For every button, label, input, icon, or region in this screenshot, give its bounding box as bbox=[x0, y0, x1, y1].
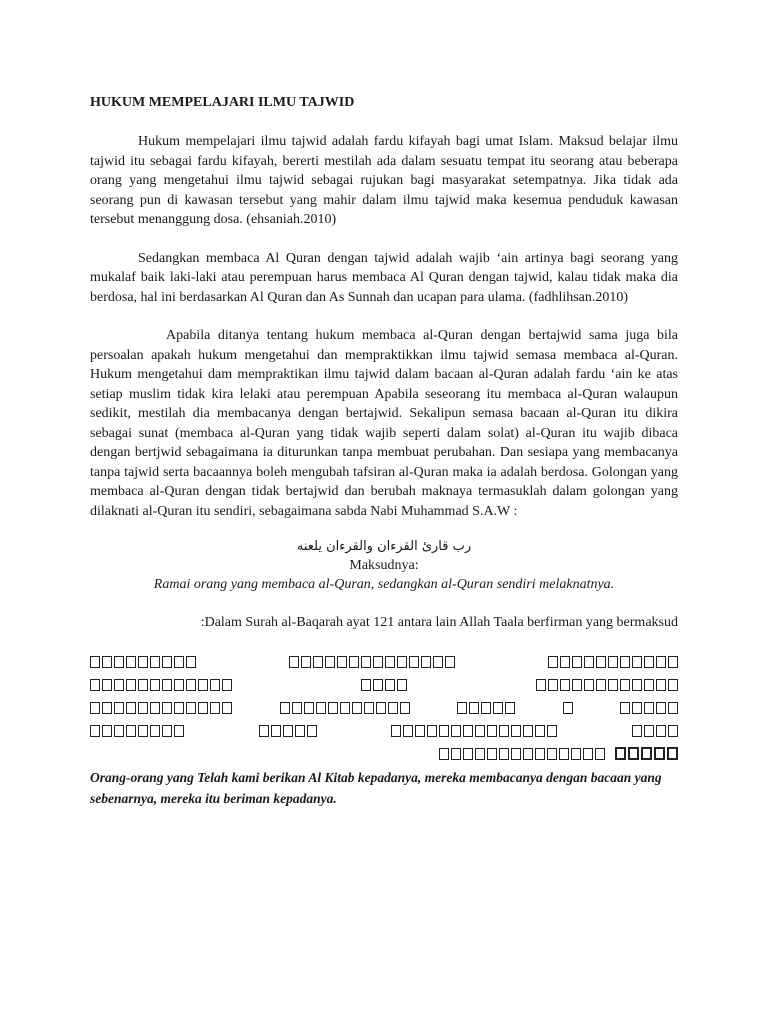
missing-glyph-box bbox=[463, 725, 473, 737]
missing-glyph-box bbox=[547, 748, 557, 760]
missing-glyph-box bbox=[668, 702, 678, 714]
missing-glyph-box bbox=[313, 656, 323, 668]
missing-glyph-box bbox=[373, 656, 383, 668]
missing-glyph-box bbox=[397, 656, 407, 668]
glyph-word bbox=[259, 725, 317, 737]
missing-glyph-box bbox=[138, 679, 148, 691]
missing-glyph-box bbox=[656, 725, 666, 737]
missing-glyph-box bbox=[340, 702, 350, 714]
missing-glyph-box bbox=[364, 702, 374, 714]
missing-glyph-box bbox=[559, 748, 569, 760]
verse-line-3 bbox=[90, 696, 678, 719]
missing-glyph-box bbox=[505, 702, 515, 714]
missing-glyph-box bbox=[563, 702, 573, 714]
missing-glyph-box bbox=[210, 679, 220, 691]
missing-glyph-box bbox=[596, 679, 606, 691]
missing-glyph-box bbox=[511, 725, 521, 737]
missing-glyph-box bbox=[560, 656, 570, 668]
glyph-word bbox=[90, 725, 184, 737]
missing-glyph-box bbox=[493, 702, 503, 714]
missing-glyph-box bbox=[644, 656, 654, 668]
missing-glyph-box bbox=[641, 747, 652, 760]
missing-glyph-box bbox=[361, 679, 371, 691]
surah-intro: :Dalam Surah al-Baqarah ayat 121 antara lain Allah Taala berfirman yang bermaksud bbox=[200, 615, 678, 630]
missing-glyph-box bbox=[547, 725, 557, 737]
missing-glyph-box bbox=[536, 679, 546, 691]
missing-glyph-box bbox=[198, 679, 208, 691]
glyph-word bbox=[90, 679, 232, 691]
missing-glyph-box bbox=[304, 702, 314, 714]
missing-glyph-box bbox=[283, 725, 293, 737]
missing-glyph-box bbox=[210, 702, 220, 714]
missing-glyph-box bbox=[632, 702, 642, 714]
missing-glyph-box bbox=[186, 679, 196, 691]
missing-glyph-box bbox=[632, 725, 642, 737]
glyph-word bbox=[439, 748, 605, 760]
glyph-word bbox=[391, 725, 557, 737]
glyph-word bbox=[280, 702, 410, 714]
document-body bbox=[90, 94, 678, 809]
missing-glyph-box bbox=[656, 656, 666, 668]
missing-glyph-box bbox=[608, 656, 618, 668]
missing-glyph-box bbox=[451, 748, 461, 760]
missing-glyph-box bbox=[628, 747, 639, 760]
missing-glyph-box bbox=[385, 656, 395, 668]
missing-glyph-box bbox=[114, 702, 124, 714]
missing-glyph-box bbox=[295, 725, 305, 737]
maksud-translation: Ramai orang yang membaca al-Quran, sedangkan al-Quran sendiri melaknatnya. bbox=[153, 577, 615, 592]
missing-glyph-box bbox=[409, 656, 419, 668]
missing-glyph-box bbox=[595, 748, 605, 760]
missing-glyph-box bbox=[571, 748, 581, 760]
missing-glyph-box bbox=[222, 702, 232, 714]
missing-glyph-box bbox=[481, 702, 491, 714]
missing-glyph-box bbox=[150, 679, 160, 691]
missing-glyph-box bbox=[361, 656, 371, 668]
paragraph-2: Sedangkan membaca Al Quran dengan tajwid adalah wajib ‘ain artinya bagi seorang yang mukalaf baik laki-laki atau perempuan harus membaca Al Quran dengan tajwid, kalau tidak maka dia berdosa, hal ini berdasarkan Al Quran dan As Sunnah dan ucapan para ulama. (fadhlihsan.2010) bbox=[90, 250, 678, 305]
verse-line-5 bbox=[90, 742, 678, 765]
missing-glyph-box bbox=[457, 702, 467, 714]
missing-glyph-box bbox=[632, 679, 642, 691]
missing-glyph-box bbox=[403, 725, 413, 737]
paragraph-3: Apabila ditanya tentang hukum membaca al-Quran dengan bertajwid sama juga bila persoalan apakah hukum mengetahui dan mempraktikkan ilmu tajwid semasa membaca al-Quran. Hukum mengetahui dam mempraktikan ilmu tajwid dalam bacaan al-Quran adalah fardu ‘ain ke atas setiap muslim tidak kira lelaki atau perempuan Apabila seseorang itu membaca al-Quran walaupun sedikit, mestilah dia membacanya dengan bertajwid. Sekalipun semasa bacaan al-Quran itu dikira sebagai sunat (membaca al-Quran yang tidak wajib seperti dalam solat) al-Quran itu wajib dibaca dengan bertjwid sebagaimana ia diturunkan tanpa membuat perubahan. Dan sesiapa yang membacanya tanpa tajwid serta bacaannya boleh mengubah tafsiran al-Quran maka ia adalah berdosa. Golongan yang membaca al-Quran dengan tidak bertajwid dan berubah maknaya termasuklah dalam golongan yang dilaknati al-Quran itu sendiri, sebagaimana sabda Nabi Muhammad S.A.W : bbox=[90, 328, 678, 519]
paragraph-1: Hukum mempelajari ilmu tajwid adalah fardu kifayah bagi umat Islam. Maksud belajar ilmu tajwid itu sebagai fardu kifayah, bererti mestilah ada dalam sesuatu tempat itu seorang atau beberapa orang yang mengetahui ilmu tajwid sebagai rujukan bagi masyarakat setempatnya. Jika tidak ada seorang pun di kawasan tersebut yang mahir dalam ilmu tajwid maka kesemua penduduk kawasan tersebut menanggung dosa. (ehsaniah.2010) bbox=[90, 134, 678, 227]
missing-glyph-box bbox=[548, 656, 558, 668]
missing-glyph-box bbox=[469, 702, 479, 714]
missing-glyph-box bbox=[584, 656, 594, 668]
missing-glyph-box bbox=[162, 702, 172, 714]
verse-line-4 bbox=[90, 719, 678, 742]
missing-glyph-box bbox=[620, 656, 630, 668]
missing-glyph-box bbox=[397, 679, 407, 691]
missing-glyph-box bbox=[656, 702, 666, 714]
verse-line-1 bbox=[90, 650, 678, 673]
missing-glyph-box bbox=[415, 725, 425, 737]
missing-glyph-box bbox=[186, 656, 196, 668]
missing-glyph-box bbox=[292, 702, 302, 714]
missing-glyph-box bbox=[90, 702, 100, 714]
missing-glyph-box bbox=[337, 656, 347, 668]
missing-glyph-box bbox=[656, 679, 666, 691]
missing-glyph-box bbox=[174, 656, 184, 668]
missing-glyph-box bbox=[535, 748, 545, 760]
missing-glyph-box bbox=[487, 725, 497, 737]
glyph-word bbox=[563, 702, 573, 714]
missing-glyph-box bbox=[632, 656, 642, 668]
missing-glyph-box bbox=[445, 656, 455, 668]
missing-glyph-box bbox=[439, 748, 449, 760]
missing-glyph-box bbox=[198, 702, 208, 714]
glyph-word bbox=[548, 656, 678, 668]
missing-glyph-box bbox=[162, 656, 172, 668]
missing-glyph-box bbox=[352, 702, 362, 714]
missing-glyph-box bbox=[90, 725, 100, 737]
missing-glyph-box bbox=[349, 656, 359, 668]
missing-glyph-box bbox=[654, 747, 665, 760]
missing-glyph-box bbox=[162, 725, 172, 737]
missing-glyph-box bbox=[584, 679, 594, 691]
missing-glyph-box bbox=[427, 725, 437, 737]
missing-glyph-box bbox=[475, 748, 485, 760]
missing-glyph-box bbox=[126, 725, 136, 737]
missing-glyph-box bbox=[391, 725, 401, 737]
missing-glyph-box bbox=[596, 656, 606, 668]
glyph-word bbox=[632, 725, 678, 737]
missing-glyph-box bbox=[400, 702, 410, 714]
missing-glyph-box bbox=[499, 725, 509, 737]
missing-glyph-box bbox=[511, 748, 521, 760]
missing-glyph-box bbox=[90, 656, 100, 668]
missing-glyph-box bbox=[307, 725, 317, 737]
missing-glyph-box bbox=[388, 702, 398, 714]
missing-glyph-box bbox=[535, 725, 545, 737]
missing-glyph-box bbox=[608, 679, 618, 691]
missing-glyph-box bbox=[668, 656, 678, 668]
missing-glyph-box bbox=[668, 679, 678, 691]
missing-glyph-box bbox=[102, 656, 112, 668]
missing-glyph-box bbox=[560, 679, 570, 691]
missing-glyph-box bbox=[644, 725, 654, 737]
glyph-word-bold bbox=[615, 747, 678, 760]
glyph-word bbox=[90, 656, 196, 668]
missing-glyph-box bbox=[487, 748, 497, 760]
missing-glyph-box bbox=[548, 679, 558, 691]
missing-glyph-box bbox=[523, 725, 533, 737]
missing-glyph-box bbox=[102, 725, 112, 737]
missing-glyph-box bbox=[271, 725, 281, 737]
missing-glyph-box bbox=[620, 679, 630, 691]
missing-glyph-box bbox=[150, 725, 160, 737]
verse-translation: Orang-orang yang Telah kami berikan Al Kitab kepadanya, mereka membacanya dengan bacaan yang sebenarnya, mereka itu beriman kepadanya. bbox=[90, 770, 662, 806]
missing-glyph-box bbox=[114, 656, 124, 668]
missing-glyph-box bbox=[620, 702, 630, 714]
missing-glyph-box bbox=[186, 702, 196, 714]
missing-glyph-box bbox=[138, 702, 148, 714]
missing-glyph-box bbox=[150, 702, 160, 714]
missing-glyph-box bbox=[280, 702, 290, 714]
missing-glyph-box bbox=[421, 656, 431, 668]
missing-glyph-box bbox=[615, 747, 626, 760]
missing-glyph-box bbox=[174, 725, 184, 737]
missing-glyph-box bbox=[301, 656, 311, 668]
missing-glyph-box bbox=[499, 748, 509, 760]
missing-glyph-box bbox=[138, 656, 148, 668]
missing-glyph-box bbox=[114, 725, 124, 737]
missing-glyph-box bbox=[174, 702, 184, 714]
glyph-word bbox=[457, 702, 515, 714]
missing-glyph-box bbox=[126, 656, 136, 668]
missing-glyph-box bbox=[583, 748, 593, 760]
missing-glyph-box bbox=[667, 747, 678, 760]
glyph-word bbox=[361, 679, 407, 691]
missing-glyph-box bbox=[114, 679, 124, 691]
missing-glyph-box bbox=[644, 679, 654, 691]
missing-glyph-box bbox=[325, 656, 335, 668]
missing-glyph-box bbox=[572, 656, 582, 668]
missing-glyph-box bbox=[433, 656, 443, 668]
missing-glyph-box bbox=[174, 679, 184, 691]
missing-glyph-verse bbox=[90, 650, 678, 765]
missing-glyph-box bbox=[463, 748, 473, 760]
glyph-word bbox=[289, 656, 455, 668]
missing-glyph-box bbox=[316, 702, 326, 714]
missing-glyph-box bbox=[259, 725, 269, 737]
missing-glyph-box bbox=[289, 656, 299, 668]
missing-glyph-box bbox=[376, 702, 386, 714]
missing-glyph-box bbox=[222, 679, 232, 691]
glyph-word bbox=[620, 702, 678, 714]
missing-glyph-box bbox=[644, 702, 654, 714]
missing-glyph-box bbox=[439, 725, 449, 737]
missing-glyph-box bbox=[668, 725, 678, 737]
missing-glyph-box bbox=[138, 725, 148, 737]
missing-glyph-box bbox=[572, 679, 582, 691]
missing-glyph-box bbox=[523, 748, 533, 760]
missing-glyph-box bbox=[126, 702, 136, 714]
missing-glyph-box bbox=[102, 702, 112, 714]
glyph-word bbox=[90, 702, 232, 714]
missing-glyph-box bbox=[90, 679, 100, 691]
missing-glyph-box bbox=[475, 725, 485, 737]
document-title: HUKUM MEMPELAJARI ILMU TAJWID bbox=[90, 95, 355, 110]
maksud-label: Maksudnya: bbox=[349, 558, 419, 573]
missing-glyph-box bbox=[451, 725, 461, 737]
glyph-word bbox=[536, 679, 678, 691]
missing-glyph-box bbox=[373, 679, 383, 691]
missing-glyph-box bbox=[385, 679, 395, 691]
missing-glyph-box bbox=[162, 679, 172, 691]
missing-glyph-box bbox=[328, 702, 338, 714]
missing-glyph-box bbox=[126, 679, 136, 691]
verse-line-2 bbox=[90, 673, 678, 696]
arabic-hadith-quote: رب قارئ القرءان والقرءان يلعنه bbox=[296, 539, 472, 554]
missing-glyph-box bbox=[150, 656, 160, 668]
missing-glyph-box bbox=[102, 679, 112, 691]
